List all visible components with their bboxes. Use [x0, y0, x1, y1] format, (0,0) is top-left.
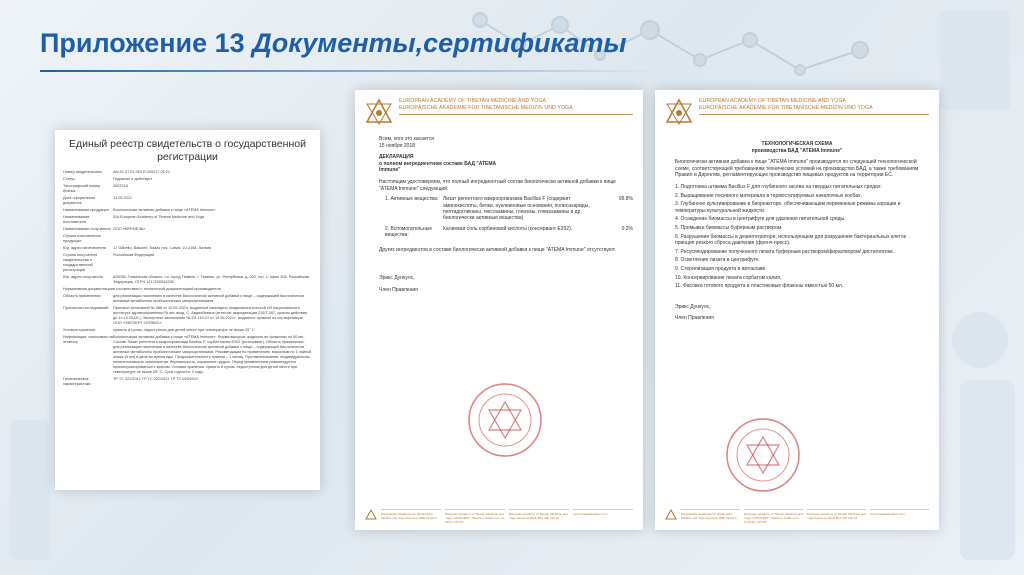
declaration-title: ДЕКЛАРАЦИЯ [379, 154, 414, 161]
letterhead-line-1: EUROPEAN ACADEMY OF TIBETAN MEDICINE AND YOGA [399, 98, 547, 104]
registry-row [63, 177, 312, 182]
letter-footer [365, 509, 633, 524]
scheme-subheading: производства БАД "ATEMA Immune" [751, 147, 843, 154]
registry-key: Условия хранения [63, 328, 96, 332]
active-text: Лизат регентного микроорганизма Bacillus F (содержит аминокислоты, белки, нуклеиновые основания, полисахариды, пептидогликаны, гексозамины, глюкозы, глюкозамины и др. биологически активные вещества) [443, 196, 590, 222]
registry-key: Информация, наносимая на этикетку [63, 335, 113, 344]
signer-name: Эрикс Дункулс, [675, 303, 711, 310]
letter-footer [665, 509, 929, 524]
footer-col-4: www.yogadeklaration.com [573, 509, 633, 524]
registry-key: Юр. адрес получателя [63, 275, 103, 279]
footer-col-2: European Academy of Tibetan Medicine and Yoga "LANDCENT", Balozeri, Ādažu nov. LV-2164, LATVIA [445, 509, 505, 524]
registry-row [63, 335, 312, 375]
footer-col-4: www.yogadeklaration.com [870, 509, 929, 524]
footer-col-1: Europäische Akademie für tibetanische Medizin und Yoga Germany HRB 23721 F [681, 509, 740, 524]
academy-stamp-icon [465, 380, 545, 460]
slide-title [40, 28, 627, 59]
scheme-step: 10. Консервирование лизата сорбатом калия. [675, 274, 782, 281]
registry-row [63, 227, 312, 232]
declaration-date: 15 ноября 2018 [379, 142, 416, 149]
registry-key: Протоколы исследований [63, 306, 109, 310]
active-percent: 99.8% [618, 196, 633, 203]
to-whom: Всем, кого это касается [379, 136, 434, 142]
registry-value: Подписан и действует [113, 177, 153, 181]
footer-col-2: European Academy of Tibetan Medicine and Yoga "LANDCENT", Balozeri, Ādažu nov. LV-2164, LATVIA [744, 509, 803, 524]
registry-row [63, 294, 312, 304]
registry-key: Типографский номер бланка [63, 184, 101, 193]
scheme-step: 9. Стерилизация продукта в автоклаве. [675, 265, 767, 272]
registry-value: для реализации населению в качестве биологически активной добавки к пище – содержащей биологически активные метаболиты пробиотических микроорганизмов [113, 294, 304, 303]
scheme-heading: ТЕХНОЛОГИЧЕСКАЯ СХЕМА [761, 141, 833, 147]
registry-key: Область применения [63, 294, 101, 298]
registry-key: Нормативная документация [63, 287, 113, 291]
registry-key: Статус [63, 177, 76, 181]
registry-row [63, 287, 312, 292]
footer-col-1: Europäische Akademie für tibetanische Medizin und Yoga Germany HRB 23721 F [381, 509, 441, 524]
registry-key: Номер свидетельства [63, 170, 102, 174]
auxiliary-percent: 0.2% [621, 225, 633, 232]
auxiliary-text: Калиевая соль сорбиновой кислоты (консервант E202). [443, 225, 573, 232]
letterhead-line-1: EUROPEAN ACADEMY OF TIBETAN MEDICINE AND YOGA [699, 98, 847, 104]
registry-key: Юр. адрес изготовителя [63, 246, 106, 250]
registry-value: ТР ТС 021/2011 ТР ТС 022/2011 ТР ТС 029/2012 [113, 377, 199, 381]
slide-title-rest: Документы,сертификаты [252, 28, 627, 58]
scheme-step: 2. Выращивание посевного материала в термостатируемых качалочных колбах. [675, 192, 862, 199]
registry-row [63, 208, 312, 213]
academy-logo-icon [665, 98, 693, 126]
scheme-intro: Биологически активная добавка к пище "ATEMA Immune" производится по следующей технологической схеме, соответствующей требованиям технических условий на производство БАД, а также требованиям Правил и Директив, регламентирующих производство пищевых продуктов на территории ЕС. [675, 159, 919, 179]
registry-value: 625035, Тюменская область, г.о. город Тюмень, г. Тюмень, ул. Республики, д. 200, стр. 1, офис 308, Российская Федерация, ОГРН 1217200004335 [113, 275, 310, 284]
letterhead [365, 98, 633, 126]
registry-key: Наименование изготовителя [63, 215, 90, 224]
declaration-subtitle: о полном ингредиентном составе БАД "ATEMA Immune" [379, 160, 496, 174]
registry-row [63, 253, 312, 273]
registry-value: в соответствии с технической документацией производителя [113, 287, 221, 291]
registry-row [63, 215, 312, 225]
registry-value: 0003718 [113, 184, 128, 188]
academy-logo-icon [365, 98, 393, 126]
footer-logo-icon [665, 509, 677, 521]
scheme-step: 1. Подготовка штамма Bacillus F для глубинного засева на твердых питательных средах: [675, 183, 882, 190]
declaration-document [355, 90, 643, 530]
registry-key: Дата оформления документа [63, 196, 96, 205]
footer-col-3: European Academy of Tibetan Medicine and Yoga Deutsche Bank BLZ 120 700 24 [807, 509, 866, 524]
registry-row [63, 306, 312, 326]
letterhead-line-2: EUROPÄISCHE AKADEMIE FÜR TIBETANISCHE MEDIZIN UND YOGA [399, 105, 573, 111]
registry-value [113, 234, 312, 244]
title-underline [40, 70, 660, 72]
registry-value: Биологически активная добавка к пище «ATEMA Immune». Форма выпуска: жидкость во флаконах по 50 мл. Состав: Лизат регентного микроорганизма Bacillus F, сорбат калия E202 (консервант). Область применения: для реализации населению в качестве биологически активной добавки к пище – содержащей биологически активные метаболиты пробиотических микроорганизмов. Рекомендации по применению: взрослым по 1 чайной ложке (5 мл) в день во время еды. Продолжительность приема – 1 месяц. Противопоказания: индивидуальная непереносимость компонентов, беременность, кормление грудью. Перед применением рекомендуется проконсультироваться с врачом. Условия хранения: хранить в сухом, недоступном для детей месте при температуре не выше 25° С. Срок годности: 2 года. [113, 335, 312, 374]
scheme-step: 4. Осаждение биомассы в центрифуге для удаления питательной среды. [675, 216, 846, 223]
registry-key: Страна изготовления продукции [63, 234, 101, 243]
registry-title: Единый реестр свидетельств о государственной регистрации [69, 138, 306, 163]
signer-role: Член Правления [379, 286, 418, 293]
slide-title-number: Приложение 13 [40, 28, 245, 58]
registry-value: ООО «ВРЕМЕЛЬ» [113, 227, 146, 231]
registry-value: Российская Федерация [113, 253, 155, 257]
scheme-steps-list [675, 184, 919, 290]
registry-key: Наименование продукции [63, 208, 109, 212]
scheme-step: 6. Разрушение биомассы в дезинтеграторе, использующем для разрушения бактериальных клеток принцип резкого сброса давления (френч-пресс). [675, 233, 906, 247]
scheme-step: 8. Осветление лизата в центрифуге. [675, 257, 760, 264]
registry-row [63, 377, 312, 387]
letterhead-line-2: EUROPÄISCHE AKADEMIE FÜR TIBETANISCHE MEDIZIN UND YOGA [699, 105, 873, 111]
registry-value: Биологически активная добавка к пище «ATEMA Immune» [113, 208, 216, 212]
composition-row-active [385, 196, 633, 222]
registry-document [55, 130, 320, 490]
signer-role: Член Правления [675, 315, 714, 322]
registry-value: 13.05.2021 [113, 196, 133, 200]
registry-row [63, 234, 312, 244]
registry-key: Гигиенические характеристики [63, 377, 91, 386]
registry-value: AM.01.07.01.003.R.000217.05.21 [113, 170, 170, 174]
declaration-intro: Настоящим удостоверяем, что полный ингредиентный состав биологически активной добавки к пище "ATEMA Immune" следующий: [379, 178, 616, 192]
letterhead-rule [699, 114, 929, 115]
registry-value: SIA European Academy of Tibetan Medicine and Yoga [113, 215, 204, 219]
registry-row [63, 196, 312, 206]
registry-row [63, 275, 312, 285]
letterhead [665, 98, 929, 126]
registry-value: 17 Gābeltu, Balozeri, Ādažu nov., Latvia, LV-2164, Латвия [113, 246, 212, 250]
signer-name: Эрикс Дункулс, [379, 275, 415, 282]
scheme-step: 3. Глубинное культивирование в биореакторе, обеспечивающем переменные режимы аэрации и температуры культуральной жидкости. [675, 201, 901, 214]
footer-col-3: European Academy of Tibetan Medicine and Yoga Deutsche Bank BLZ 120 700 24 [509, 509, 569, 524]
letterhead-rule [399, 114, 633, 115]
scheme-step: 7. Ресуспендирование полученного лизата буферным раствором/фиразтвором/ дистиллятом. [675, 248, 894, 255]
registry-value: Протокол испытаний № 586 от 10.05.2021г, выданный санитарно-эпидемиологической ИЛ национального института здравоохранения РА им. акад. С. Авдалбекяна (аттестат аккредитации 215/T-087, сроком действия до 14.10.2022г.); Экспертное заключение № ЕЗ-119-21 от 10.05.2021г., выданное органом по сертификации ООО «ЭКСПЕРТ СЕРВИС» [113, 306, 308, 325]
scheme-step: 5. Промывка биомассы буферным раствором. [675, 224, 783, 231]
registry-row [63, 170, 312, 175]
footer-logo-icon [365, 509, 377, 521]
composition-row-auxiliary [385, 226, 633, 239]
tech-scheme-document [655, 90, 939, 530]
registry-key: Страна получателя свидетельства о государственной регистрации [63, 253, 98, 272]
registry-value: хранить в сухом, недоступном для детей месте при температуре не выше 25° С [113, 328, 255, 332]
registry-key: Наименование получателя [63, 227, 111, 231]
registry-row [63, 184, 312, 194]
scheme-step: 11. Фасовка готового продукта в пластиковые флаконы емкостью 50 мл. [675, 283, 844, 290]
other-ingredients: Других ингредиентов в составе биологически активной добавки к пище "ATEMA Immune" отсутствуют. [379, 246, 616, 253]
academy-stamp-icon [723, 415, 803, 495]
registry-table [63, 170, 312, 387]
auxiliary-label: 2. Вспомогательные вещества: [385, 225, 432, 239]
registry-row [63, 246, 312, 251]
registry-row [63, 328, 312, 333]
active-label: 1. Активные вещества: [385, 196, 439, 203]
